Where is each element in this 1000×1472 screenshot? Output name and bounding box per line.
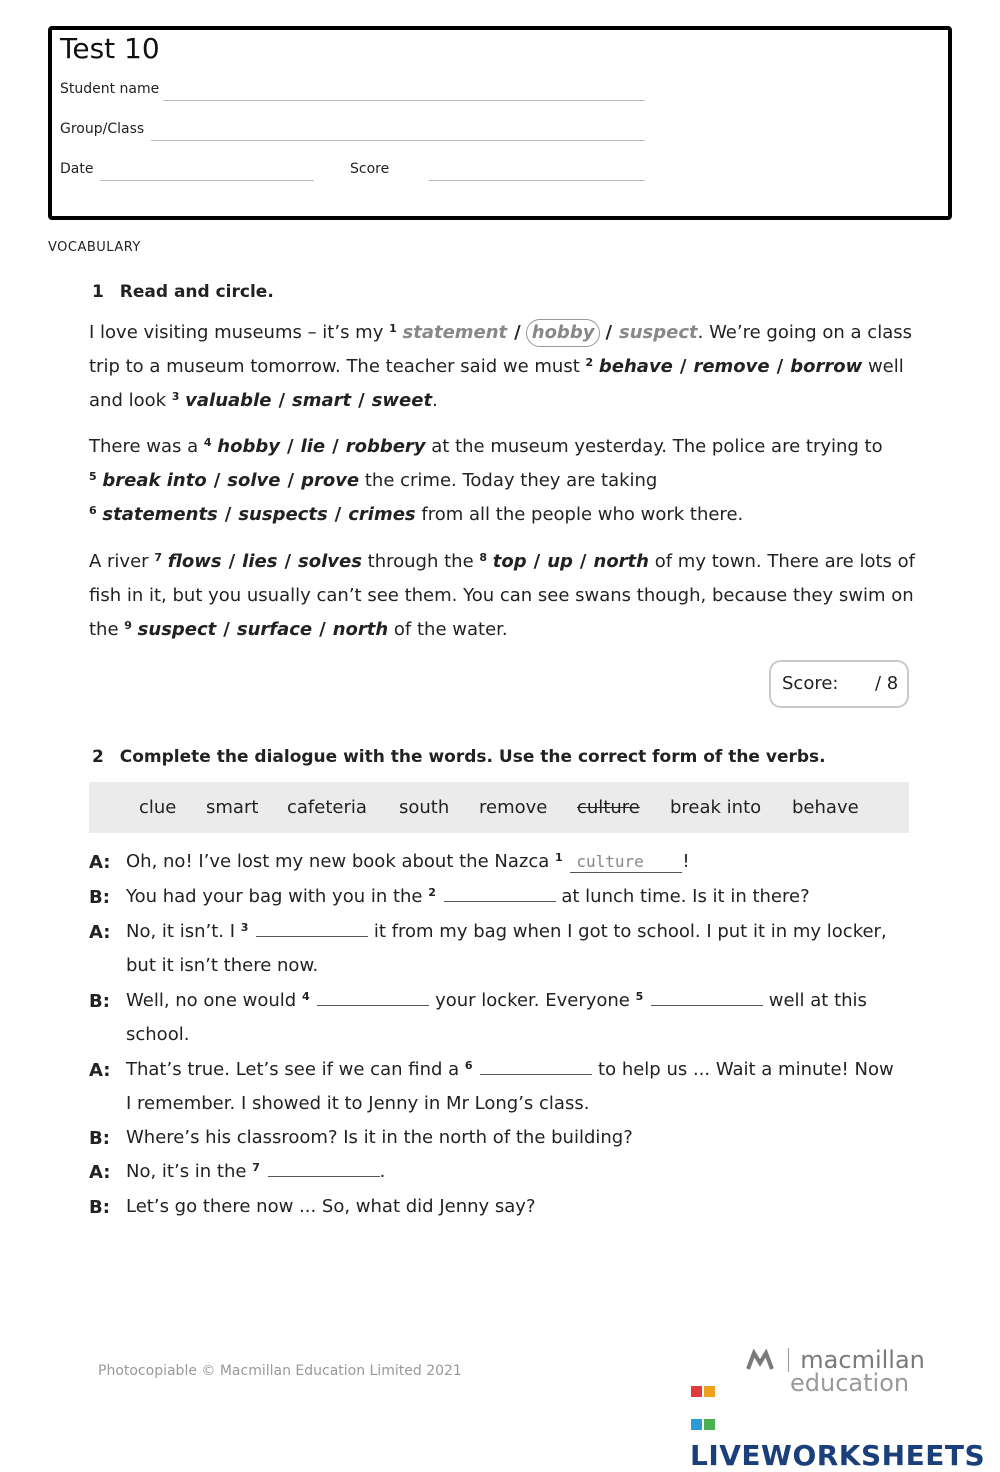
- option-7b[interactable]: lies: [242, 551, 278, 572]
- separator: /: [533, 551, 541, 572]
- word-bank-item: behave: [792, 797, 859, 818]
- option-7c[interactable]: solves: [298, 551, 362, 572]
- q2-number: 2: [92, 747, 104, 767]
- speaker-label: B:: [89, 1197, 110, 1218]
- separator: /: [358, 390, 365, 411]
- item-number-9: 9: [124, 619, 132, 632]
- option-5b[interactable]: solve: [227, 470, 281, 491]
- option-2a[interactable]: behave: [598, 356, 673, 377]
- speaker-label: B:: [89, 1128, 110, 1149]
- p2-intro: There was a: [89, 436, 199, 457]
- p2-text-6: from all the people who work there.: [421, 504, 744, 525]
- separator: /: [679, 356, 687, 377]
- separator: /: [223, 619, 230, 640]
- test-title: Test 10: [60, 32, 160, 65]
- option-5a[interactable]: break into: [102, 470, 207, 491]
- q1-paragraph-3: [89, 545, 919, 647]
- separator: /: [213, 470, 221, 491]
- item-number-6: 6: [89, 504, 97, 517]
- p1-text-1: . We’re going on a class trip to a museum tomorrow. The teacher said we must: [89, 322, 912, 377]
- liveworksheets-watermark: [690, 1369, 1000, 1472]
- dialogue-line-5-cont: I remember. I showed it to Jenny in Mr Long’s class.: [126, 1093, 590, 1114]
- p3-text-9: of the water.: [393, 619, 508, 640]
- liveworksheets-logo-icon: [690, 1372, 718, 1438]
- option-9b[interactable]: surface: [236, 619, 313, 640]
- option-4a[interactable]: hobby: [217, 436, 280, 457]
- separator: /: [224, 504, 232, 525]
- word-bank: [89, 782, 909, 833]
- dialogue-line-8: Let’s go there now ... So, what did Jenny say?: [126, 1196, 536, 1217]
- q1-score-box: [769, 660, 909, 708]
- date-label: Date: [60, 161, 94, 177]
- p3-text-7: through the: [367, 551, 474, 572]
- option-5c[interactable]: prove: [301, 470, 360, 491]
- answer-blank-2[interactable]: [444, 881, 556, 902]
- watermark-text: LIVEWORKSHEETS: [690, 1439, 986, 1472]
- dialogue-line-5: [126, 1053, 894, 1087]
- speaker-label: A:: [89, 1162, 111, 1183]
- option-4c[interactable]: robbery: [345, 436, 426, 457]
- p1-intro: I love visiting museums – it’s my: [89, 322, 384, 343]
- copyright-footer: Photocopiable © Macmillan Education Limited 2021: [98, 1363, 462, 1379]
- option-8c[interactable]: north: [593, 551, 649, 572]
- option-8a[interactable]: top: [492, 551, 527, 572]
- option-6b[interactable]: suspects: [238, 504, 328, 525]
- answer-blank-3[interactable]: [256, 916, 368, 937]
- p1-text-3: .: [432, 390, 438, 411]
- dialogue-line-3-cont: but it isn’t there now.: [126, 955, 319, 976]
- separator: /: [605, 322, 613, 343]
- line-text: at lunch time. Is it in there?: [561, 886, 810, 907]
- word-bank-item: south: [399, 797, 450, 818]
- dialogue-line-6: Where’s his classroom? Is it in the north of the building?: [126, 1127, 633, 1148]
- option-3c[interactable]: sweet: [371, 390, 433, 411]
- line-text: it from my bag when I got to school. I put it in my locker,: [373, 921, 887, 942]
- q1-paragraph-1: [89, 316, 919, 418]
- item-number-2: 2: [585, 356, 594, 369]
- blank-number: 7: [252, 1161, 260, 1174]
- dialogue-line-1: [126, 845, 690, 879]
- item-number-4: 4: [203, 436, 212, 449]
- word-bank-item: remove: [479, 797, 548, 818]
- option-3a[interactable]: valuable: [185, 390, 272, 411]
- speaker-label: A:: [89, 922, 111, 943]
- publisher-name: macmillan: [800, 1346, 925, 1374]
- option-8b[interactable]: up: [547, 551, 573, 572]
- line-text: No, it’s in the: [126, 1161, 247, 1182]
- p2-text-4: at the museum yesterday. The police are trying to: [431, 436, 883, 457]
- word-bank-item: break into: [670, 797, 762, 818]
- answer-blank-5[interactable]: [651, 985, 763, 1006]
- speaker-label: A:: [89, 852, 111, 873]
- separator: /: [579, 551, 587, 572]
- item-number-8: 8: [479, 551, 488, 564]
- option-9c[interactable]: north: [332, 619, 389, 640]
- speaker-label: B:: [89, 887, 110, 908]
- dialogue-line-7: [126, 1155, 385, 1189]
- option-6a[interactable]: statements: [102, 504, 218, 525]
- item-number-3: 3: [171, 390, 180, 403]
- student-name-label: Student name: [60, 81, 160, 97]
- dialogue-line-2: [126, 880, 810, 914]
- line-text: You had your bag with you in the: [126, 886, 423, 907]
- blank-number: 6: [464, 1059, 473, 1072]
- q1-number: 1: [92, 282, 104, 302]
- item-number-7: 7: [154, 551, 162, 564]
- dialogue-line-4: [126, 984, 867, 1018]
- option-6c[interactable]: crimes: [348, 504, 416, 525]
- p2-text-5: the crime. Today they are taking: [364, 470, 658, 491]
- q1-score-label: Score:: [782, 673, 839, 694]
- option-2c[interactable]: borrow: [790, 356, 863, 377]
- line-text: Oh, no! I’ve lost my new book about the Nazca: [126, 851, 550, 872]
- word-bank-item: clue: [139, 797, 177, 818]
- option-1a[interactable]: statement: [402, 322, 508, 343]
- word-bank-item: smart: [206, 797, 259, 818]
- publisher-sub: education: [790, 1369, 910, 1397]
- option-9a[interactable]: suspect: [137, 619, 217, 640]
- line-text: to help us ... Wait a minute! Now: [598, 1059, 894, 1080]
- line-text: That’s true. Let’s see if we can find a: [126, 1059, 460, 1080]
- word-bank-item-used: culture: [577, 797, 640, 818]
- blank-number: 2: [428, 886, 436, 899]
- speaker-label: B:: [89, 991, 110, 1012]
- line-text: No, it isn’t. I: [126, 921, 236, 942]
- blank-number: 4: [301, 990, 310, 1003]
- blank-number: 3: [240, 921, 249, 934]
- score-label: Score: [350, 161, 390, 177]
- line-text: Well, no one would: [126, 990, 297, 1011]
- line-text: well at this: [768, 990, 867, 1011]
- option-1c[interactable]: suspect: [619, 322, 698, 343]
- group-class-label: Group/Class: [60, 121, 145, 137]
- line-text: your locker. Everyone: [435, 990, 630, 1011]
- q1-heading: [92, 282, 274, 302]
- section-title: VOCABULARY: [48, 240, 141, 255]
- dialogue-line-3: [126, 915, 887, 949]
- item-number-1: 1: [389, 322, 397, 335]
- separator: /: [319, 619, 326, 640]
- option-3b[interactable]: smart: [292, 390, 352, 411]
- speaker-label: A:: [89, 1060, 111, 1081]
- student-name-field[interactable]: [163, 100, 645, 101]
- separator: /: [287, 470, 295, 491]
- option-2b[interactable]: remove: [693, 356, 770, 377]
- q1-paragraph-2: [89, 430, 919, 532]
- p1-text-2: well and look: [89, 356, 904, 411]
- separator: /: [514, 322, 521, 343]
- p3-intro: A river: [89, 551, 149, 572]
- line-text: .: [379, 1161, 386, 1182]
- q1-instruction: Read and circle.: [119, 282, 274, 302]
- answer-blank-4[interactable]: [317, 985, 429, 1006]
- separator: /: [332, 436, 339, 457]
- separator: /: [334, 504, 342, 525]
- line-text: !: [682, 851, 690, 872]
- item-number-5: 5: [89, 470, 97, 483]
- student-info-box: [48, 26, 952, 220]
- example-answer-blank: culture: [570, 852, 682, 873]
- answer-blank-6[interactable]: [480, 1054, 592, 1075]
- separator: /: [278, 390, 286, 411]
- separator: /: [776, 356, 784, 377]
- option-7a[interactable]: flows: [167, 551, 222, 572]
- date-field[interactable]: [100, 180, 314, 181]
- score-field[interactable]: [429, 180, 645, 181]
- separator: /: [228, 551, 236, 572]
- group-class-field[interactable]: [151, 140, 645, 141]
- separator: /: [286, 436, 294, 457]
- q1-score-total: / 8: [875, 673, 899, 694]
- blank-number: 1: [554, 851, 563, 864]
- blank-number: 5: [635, 990, 644, 1003]
- dialogue-line-4-cont: school.: [126, 1024, 190, 1045]
- q2-instruction: Complete the dialogue with the words. Use the correct form of the verbs.: [119, 747, 826, 767]
- option-1b-circled[interactable]: hobby: [526, 319, 601, 347]
- word-bank-item: cafeteria: [287, 797, 367, 818]
- q2-heading: [92, 747, 826, 767]
- separator: /: [284, 551, 292, 572]
- option-4b[interactable]: lie: [300, 436, 326, 457]
- macmillan-logo-icon: [746, 1349, 776, 1371]
- p3-text-8: of my town. There are lots of fish in it, but you usually can’t see them. You can see swans though, because they swim on the: [89, 551, 915, 640]
- answer-blank-7[interactable]: [268, 1156, 380, 1177]
